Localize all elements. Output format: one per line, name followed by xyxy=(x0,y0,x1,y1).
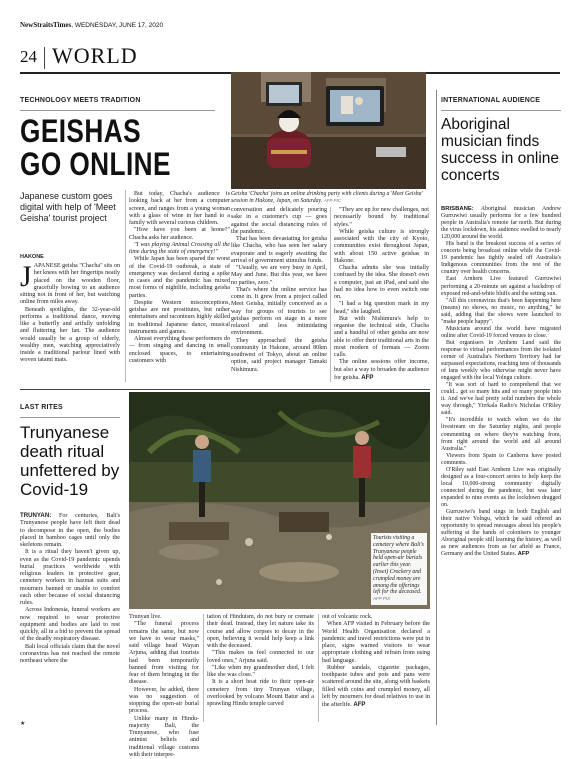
trunyan-headline: Trunyanese death ritual unfettered by Covid-19 xyxy=(20,423,120,499)
section-title: WORLD xyxy=(52,43,138,68)
masthead-paper-info: NewStraitsTimes, WEDNESDAY, JUNE 17, 2020 xyxy=(20,21,164,29)
trunyan-section-tag: LAST RITES xyxy=(20,404,63,411)
geisha-photo-credit: AFP PIC xyxy=(323,197,342,203)
geisha-dateline: HAKONE xyxy=(20,254,44,260)
right-column-divider xyxy=(436,90,437,725)
geisha-col2: But today, Chacha's audience is looking back at her from a computer screen, and ranges from a young woman with a glass of wine in her hand to a family with several curious children. "How have you been at home?" Chacha asks her audience. "I was playing Animal Crossing all the time during the state of emergency!" While Japan has been spared the worst of the Covid-19 outbreak, a state of emergency was declared during a spike in cases and the pandemic has mixed most forms of nightlife, including geisha parties. Despite Western misconceptions, geishas are not prostitutes, but rather entertainers and raconteurs highly skilled in traditional Japanese dance, musical instruments and games. Almost everything these performers do — from singing and dancing in small enclosed spaces, to entertaining customers with xyxy=(129,191,230,364)
trunyan-col2: Trunyan live. "The funeral process remains the same, but now we have to wear masks," said village head Wayan Arjuna, adding that tourists had been temporarily banned from visiting for fear of them bringing in the disease. However, he added, there was no suggestion of stopping the open-air burial process. Unlike many in Hindu-majority Bali, the Trunyanese, who fuse animist beliefs and traditional village customs with their interpre- xyxy=(129,614,199,758)
paper-name: NewStraitsTimes xyxy=(20,21,72,29)
geisha-headline-line1: GEISHAS xyxy=(20,113,141,149)
geisha-tag-rule xyxy=(20,110,215,111)
geisha-col3: conversation and delicately pouring sake in a customer's cup — goes against the social distancing rules of the pandemic. That has been devastating for geisha like Chacha, who has seen her salary evaporate and is eagerly awaiting the arrival of government stimulus funds. "Usually, we are very busy in April, May and June. But this year, we have no parties, zero." That's where the online service has come in. It grew from a project called Meet Geisha, initially conceived as a way for groups of tourists to see geishas perform on stage in a more relaxed and less intimidating environment. They approached the geisha community in Hakone, around 80km southwest of Tokyo, about an online option, said project manager Tamaki Nishimura. xyxy=(231,207,327,373)
geisha-sign-off: AFP xyxy=(361,373,374,381)
footer-star-icon: ★ xyxy=(20,720,26,727)
geisha-headline xyxy=(20,115,184,181)
trunyan-photo-credit: AFP PIX xyxy=(373,596,391,602)
geisha-col4: "They are up for new challenges, not necessarily bound by traditional styles." While geisha culture is strongly associated with the city of Kyoto, communities exist throughout Japan, with about 150 active geishas in Hakone. Chacha admits she was initially confused by the idea. She doesn't own a computer, just an iPad, and said she had no idea how to even switch one on. "I had a big question mark in my head," she laughed. But with Nishimura's help to organise the technical side, Chacha and a handful of other geisha are now able to offer their traditional arts in the most modern of formats — Zoom calls. The online sessions offer income, but also a way to broaden the audience for geisha. AFP xyxy=(334,207,429,381)
trunyan-col1: TRUNYAN: For centuries, Bali's Trunyanese people have left their dead to decompose in the open, the bodies placed in bamboo cages until only the skeletons remain. It is a ritual they haven't given up, even as the Covid-19 pandemic upends burial practices worldwide with religious leaders in protective gear, cemetery workers in hazmat suits and mourners banned or unable to comfort each other because of social distancing rules. Across Indonesia, funeral workers are now required to wear protective equipment and bodies are laid to rest quickly, all in a bid to prevent the spread of the deadly respiratory disease. Bali local officials claim that the novel coronavirus has not reached the remote northeast where the xyxy=(20,512,121,664)
geisha-photo-caption: Geisha 'Chacha' joins an online drinking party with clients during a 'Meet Geisha' session in Hakone, Japan, on Saturday. AFP PIC xyxy=(231,191,423,204)
trunyan-col4: out of volcanic rock. When AFP visited in February before the World Health Organisation declared a pandemic and travel restrictions were put in place, signs warned visitors to wear appropriate clothing and refrain from using bad language. Rubber sandals, cigarette packages, toothpaste tubes and pots and pans were scattered around the site, along with baskets filled with coins and crumpled money, all left by mourners for dead relatives to use in the afterlife. AFP xyxy=(322,614,430,708)
geisha-col1: JAPANESE geisha "Chacha" sits on her knees with her fingertips neatly placed on the wooden floor, gracefully bowing to an audience sitting not in front of her, but watching online from miles away. Beneath spotlights, the 32-year-old performs a traditional dance, moving like a butterfly and artfully unfolding and fluttering her fan. The audience would usually be a group of elderly, wealthy men, watching appreciatively inside a traditional parlour lined with woven tatami mats. xyxy=(20,260,120,364)
geisha-photo-illustration xyxy=(231,72,426,189)
page-number: 24 xyxy=(20,47,37,66)
musician-dateline: BRISBANE: xyxy=(441,206,474,212)
issue-date: WEDNESDAY, JUNE 17, 2020 xyxy=(74,22,164,29)
trunyan-photo-caption: Tourists visiting a cemetery where Bali's Trunyanese people held open-air burials earlier this year. (Inset) Crockery and crumpled money are among the offerings left for the deceased. AFP PIX xyxy=(371,533,427,605)
geisha-headline-line2: GO ONLINE xyxy=(20,146,171,182)
musician-section-tag: INTERNATIONAL AUDIENCE xyxy=(441,97,541,104)
trunyan-dateline: TRUNYAN: xyxy=(20,512,52,519)
musician-body: BRISBANE: Aboriginal musician Andrew Gurruwiwi usually performs for a few hundred people in Australia's remote far north. But during the virus lockdown, his audience swelled to nearly 120,000 around the world. His band is the breakout success of a series of concerts being broadcast online while the Covid-19 pandemic has tightly sealed off Australia's Indigenous communities from the rest of the country over health concerns. East Arnhem Live featured Gurruwiwi performing a 20-minute set against a backdrop of exposed red-and-white bluffs and the setting sun. "All this coronavirus that's been happening here (means) no shows, no music, no anything," he said, adding that the shows were launched to "make people happy". Musicians around the world have migrated online after Covid-19 forced venues to close. But organisers in Arnhem Land said the response to virtual performances from the isolated corner of Australia's Northern Territory had far surpassed expectations, reaching tens of thousands of fans weekly who otherwise might never have engaged with the local Yolngu culture. "It was sort of hard to comprehend that we could... get so many hits and so many people into it. And we've had pretty solid numbers the whole way through," Yirrkala Radio's Nicholas O'Riley said. "It's incredible to watch when we do the livestream on the Saturday nights, and people commenting on where they're watching from, from right around the world and all around Australia." Viewers from Spain to Canberra have posted comments. O'Riley said East Arnhem Live was originally designed as a four-concert series to help keep the local 10,000-strong community digitally connected during the pandemic, but was later expanded to nine events as the lockdown dragged on. Gurruwiwi's band sings in both English and their native Yolngu, which he said offered an opportunity to spread messages about his people's suffering at the hands of colonisers to younger Aboriginal people still learning the history, as well as new audiences from as far afield as France, Germany and the United States. AFP xyxy=(441,206,561,558)
geisha-standfirst: Japanese custom goes digital with help of 'Meet Geisha' tourist project xyxy=(20,191,116,223)
geisha-photo xyxy=(231,72,426,189)
musician-sign-off: AFP xyxy=(517,551,530,558)
geisha-dropcap: J xyxy=(20,260,32,293)
masthead-divider xyxy=(44,47,45,69)
musician-headline: Aboriginal musician finds success in online concerts xyxy=(441,116,560,184)
trunyan-sign-off: AFP xyxy=(353,701,366,708)
trunyan-col3: tation of Hinduism, do not bury or cremate their dead. Instead, they let nature take its course and allow corpses to decay in the open, believing it would help keep a link with the deceased. "This makes us feel connected to our loved ones," Arjuna said. "Like when my grandmother died, I felt like she was close." It is a short boat ride to their open-air cemetery from tiny Trunyan village, overlooked by volcano Mount Batur and a sprawling Hindu temple carved xyxy=(207,614,314,707)
geisha-bottom-rule xyxy=(20,389,430,390)
geisha-section-tag: TECHNOLOGY MEETS TRADITION xyxy=(20,97,141,104)
